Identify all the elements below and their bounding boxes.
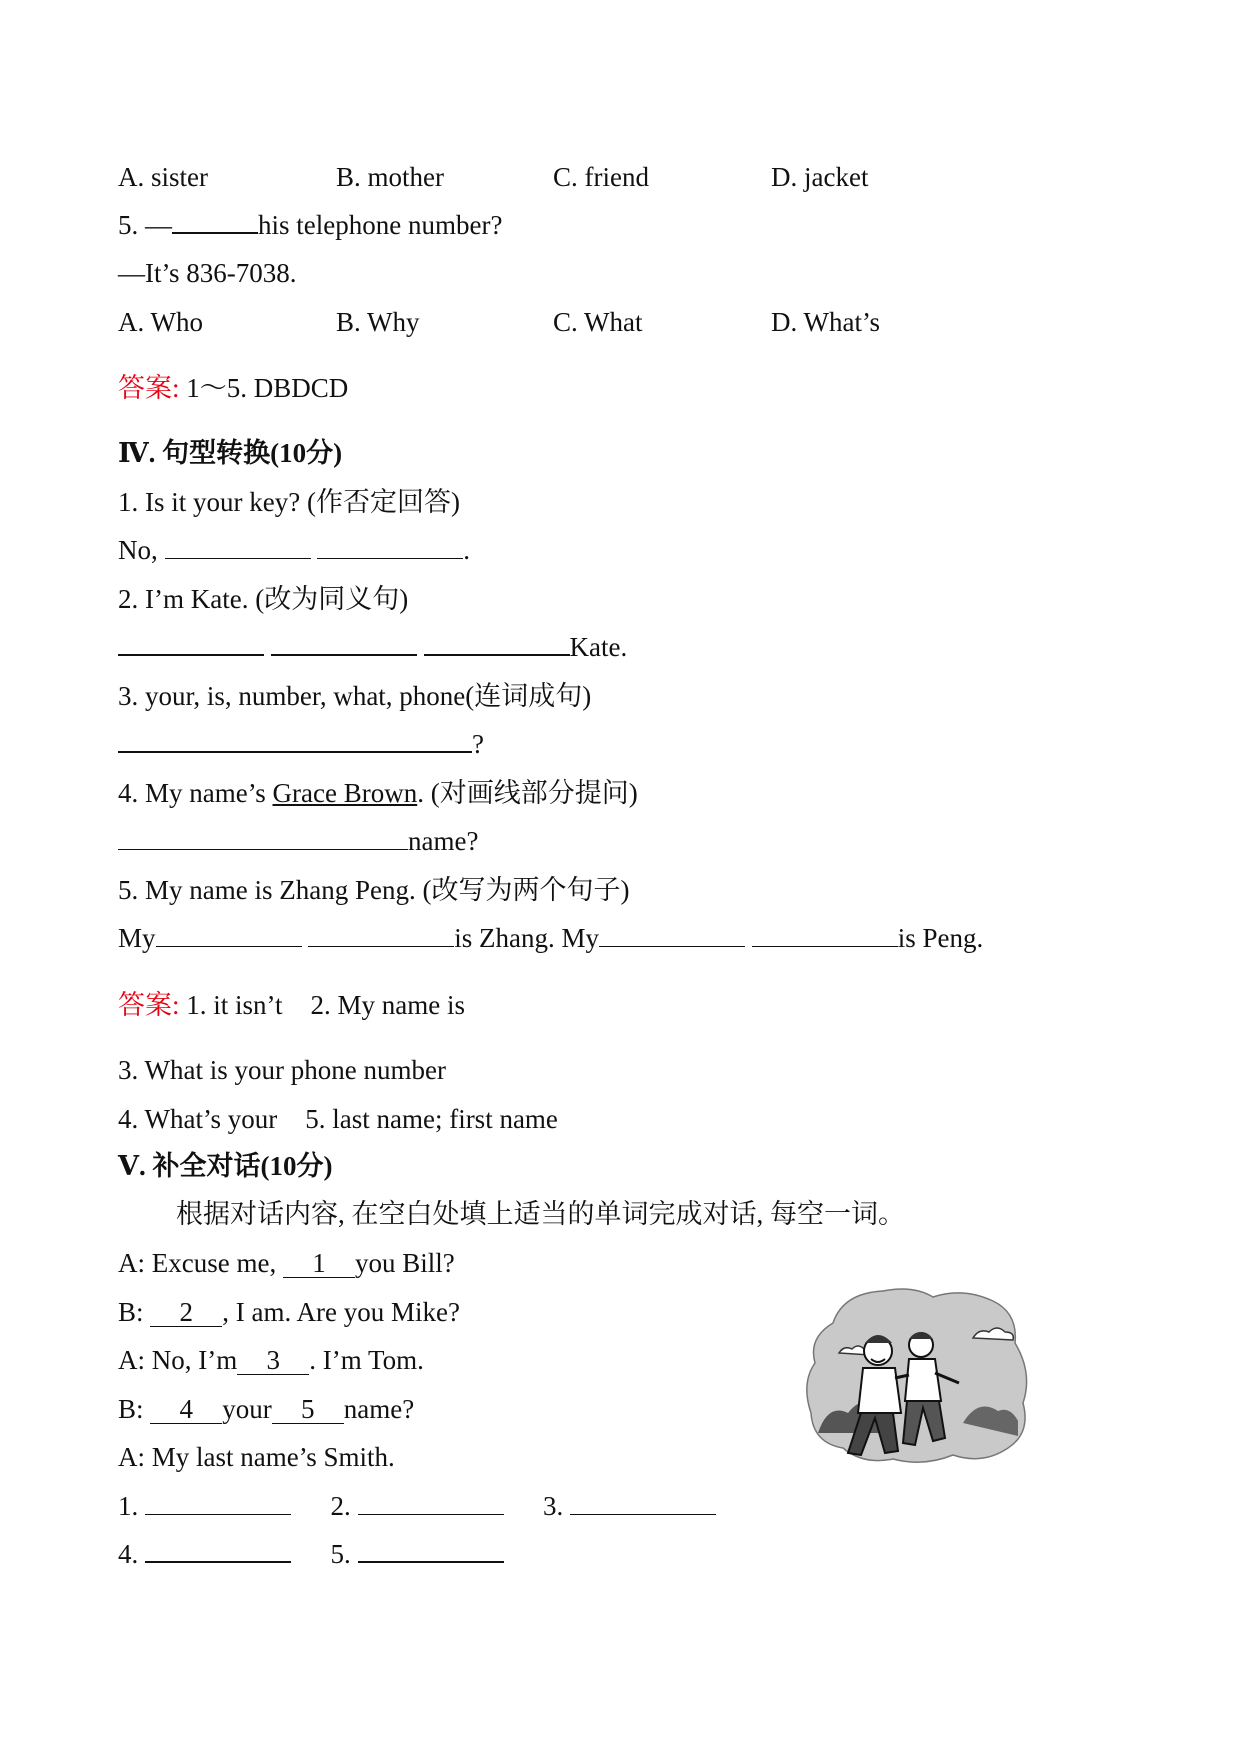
answer-2-line-2: 3. What is your phone number [118, 1055, 446, 1085]
section-4-title: Ⅳ. 句型转换(10分) [118, 438, 343, 468]
answer-label: 答案: [118, 373, 180, 403]
s4-item-1-question: 1. Is it your key? (作否定回答) [118, 487, 460, 517]
q5-option-b: B. Why [336, 307, 420, 337]
q5-option-d: D. What’s [771, 307, 880, 337]
s4-item-5-answer: My is Zhang. My is Peng. [118, 923, 984, 953]
answer-block-1 [118, 371, 348, 405]
q4-option-c: C. friend [553, 162, 649, 192]
s4-item-2-question: 2. I’m Kate. (改为同义句) [118, 584, 409, 614]
q4-option-b: B. mother [336, 162, 444, 192]
answer-text: 1～5. DBDCD [186, 373, 349, 403]
dialogue-line-1: A: Excuse me, 1 you Bill? [118, 1248, 455, 1278]
q5-question: 5. — his telephone number? [118, 210, 503, 240]
dialogue-line-3: A: No, I’m 3 . I’m Tom. [118, 1345, 424, 1375]
section-5-instruction: 根据对话内容, 在空白处填上适当的单词完成对话, 每空一词。 [176, 1199, 905, 1229]
q4-option-a: A. sister [118, 162, 208, 192]
s4-item-2-answer: Kate. [118, 630, 627, 664]
answer-2-line-3: 4. What’s your 5. last name; first name [118, 1104, 558, 1134]
q4-option-d: D. jacket [771, 162, 869, 192]
answer-block-2: 答案: 1. it isn’t 2. My name is [118, 990, 466, 1020]
two-boys-illustration [803, 1283, 1035, 1467]
dialogue-line-2: B: 2 , I am. Are you Mike? [118, 1297, 460, 1327]
answer-slots-row-1: 1. 2. 3. [118, 1489, 716, 1523]
dialogue-line-5: A: My last name’s Smith. [118, 1442, 395, 1472]
s4-item-4-answer: name? [118, 824, 478, 858]
s4-item-3-question: 3. your, is, number, what, phone(连词成句) [118, 681, 592, 711]
s4-item-4-question: 4. My name’s Grace Brown. (对画线部分提问) [118, 778, 638, 808]
s4-item-1-answer: No, . [118, 535, 470, 565]
q5-option-a: A. Who [118, 307, 203, 337]
answer-slots-row-2: 4. 5. [118, 1537, 504, 1571]
s4-item-3-answer: ? [118, 727, 484, 761]
q5-reply: —It’s 836-7038. [118, 258, 297, 288]
section-5-title: Ⅴ. 补全对话(10分) [118, 1151, 333, 1181]
q5-option-c: C. What [553, 307, 643, 337]
dialogue-line-4: B: 4 your 5 name? [118, 1394, 415, 1424]
s4-item-5-question: 5. My name is Zhang Peng. (改写为两个句子) [118, 875, 630, 905]
